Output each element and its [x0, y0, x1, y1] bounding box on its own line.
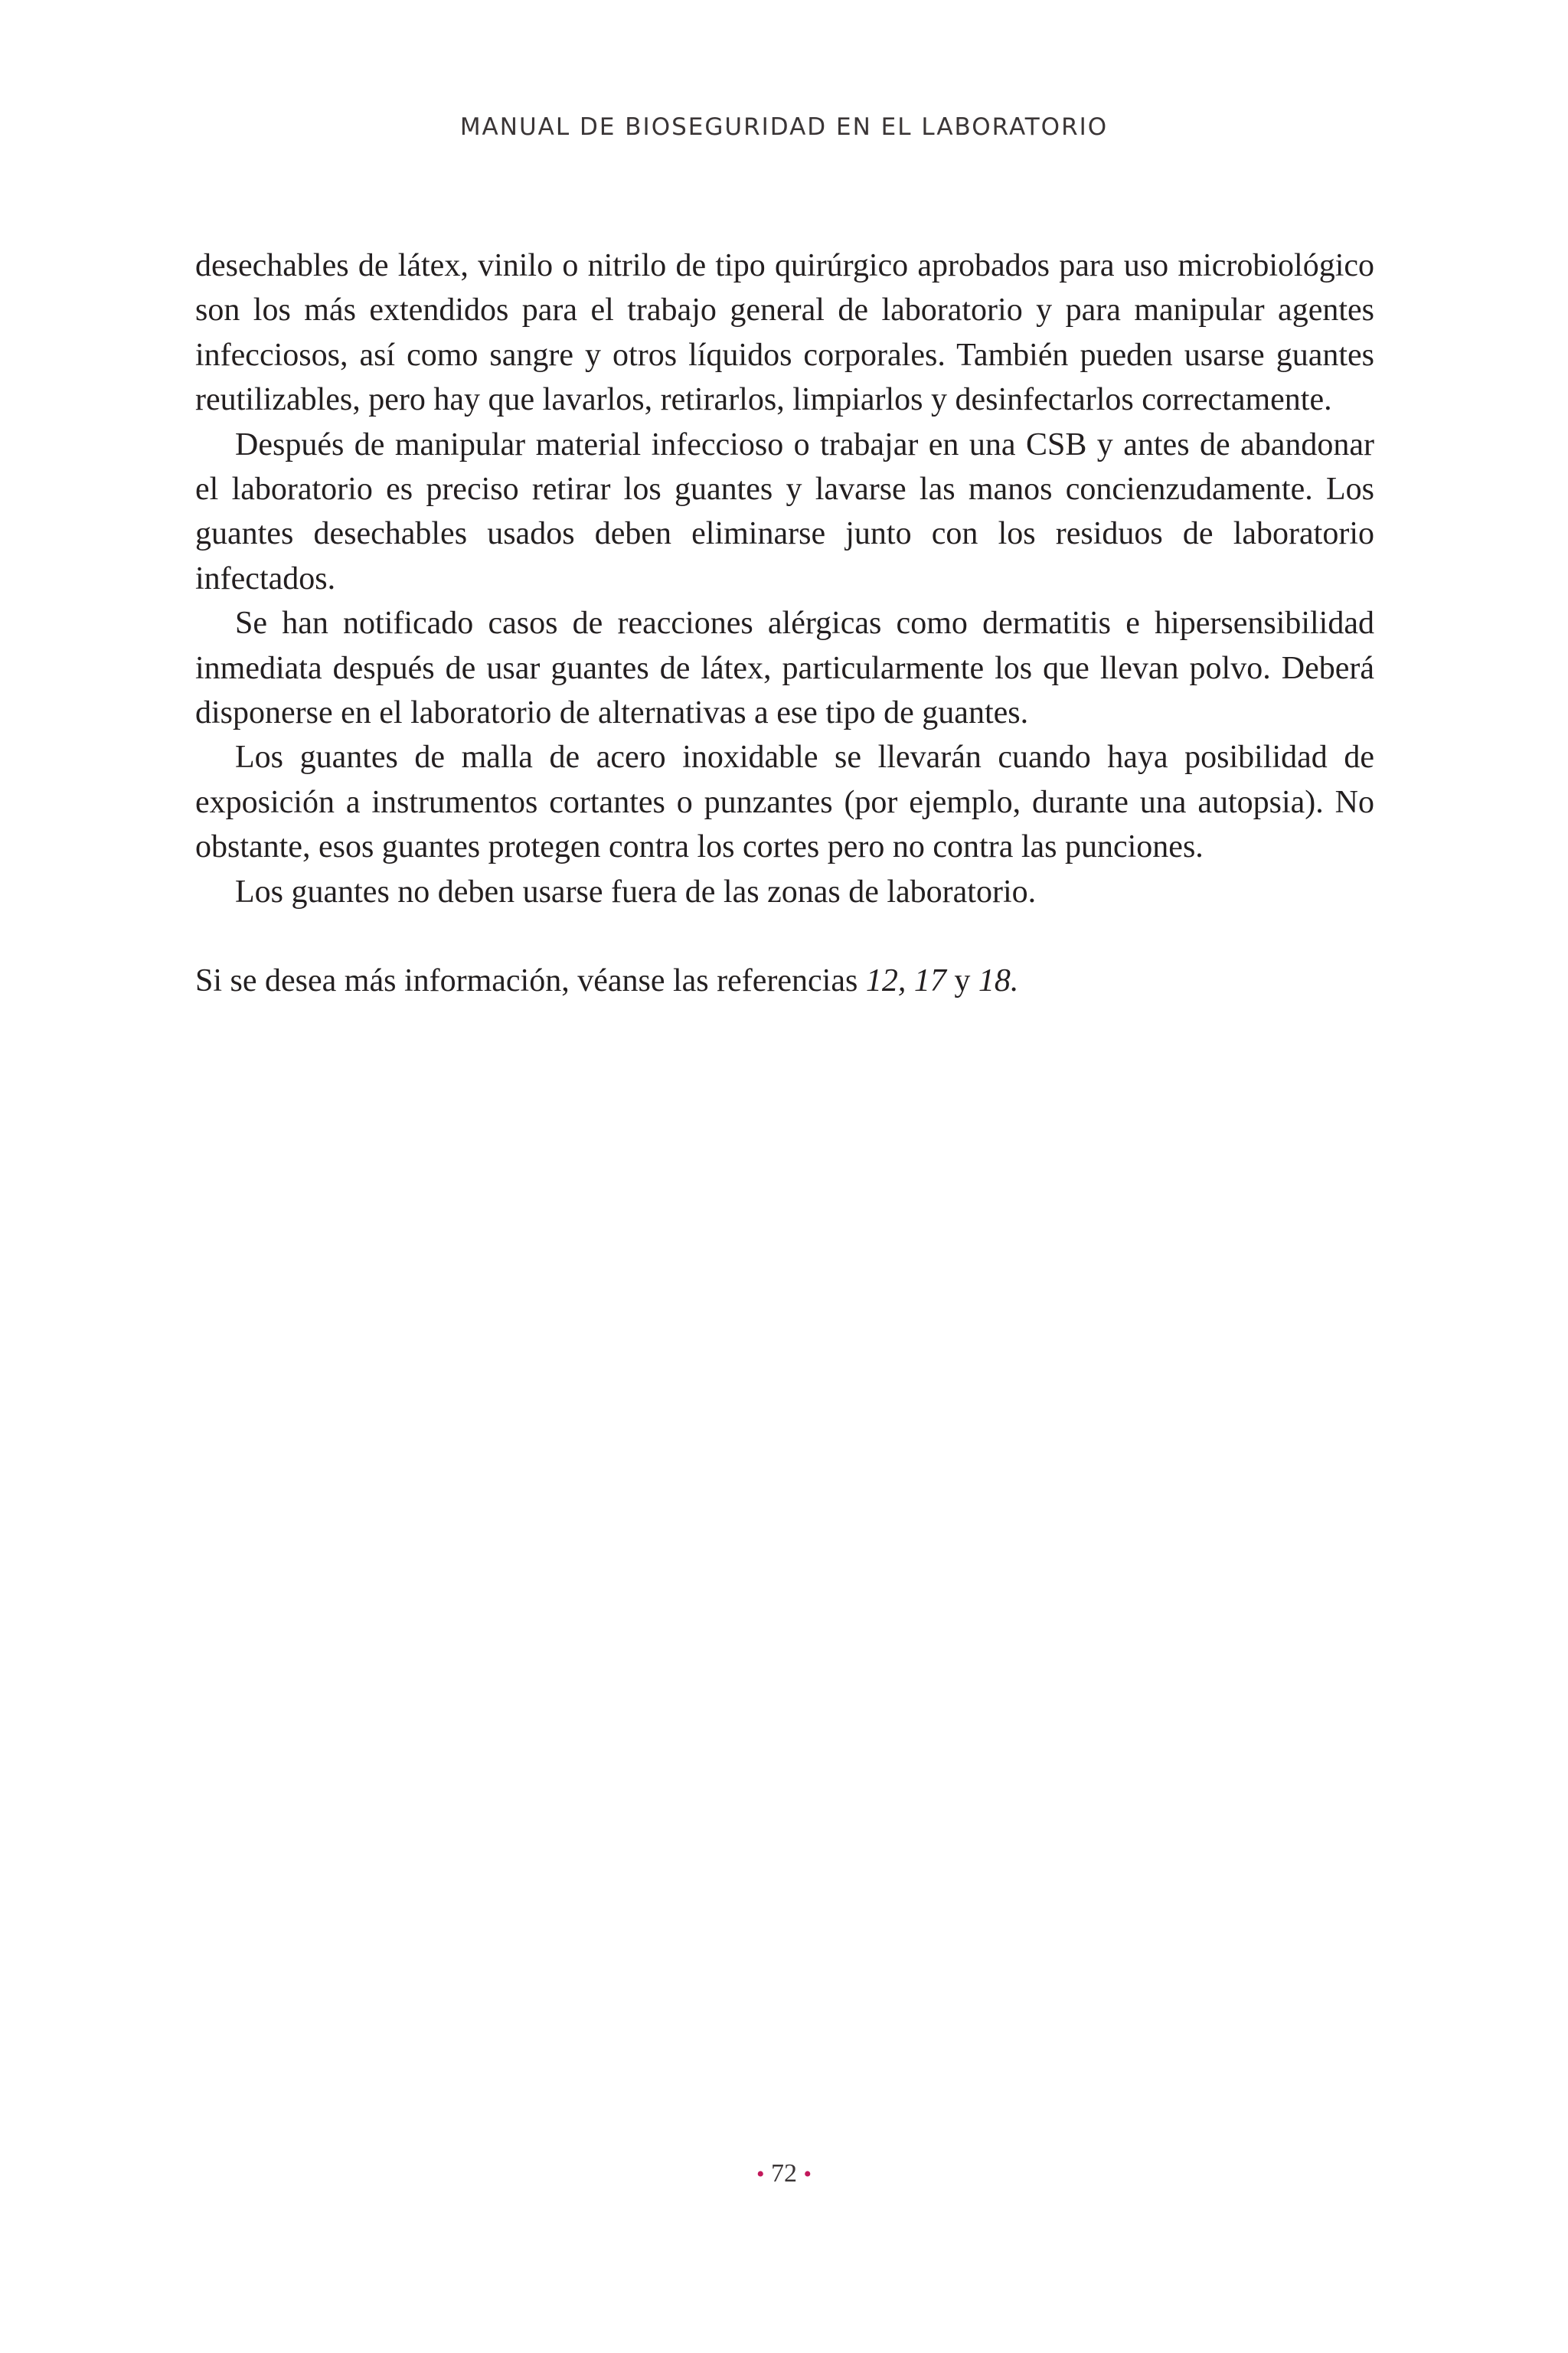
paragraph: Se han notificado casos de reacciones alérgicas como dermatitis e hipersensibilidad inmediata después de usar guantes de látex, particularmente los que llevan polvo. Deberá disponerse en el laboratorio de alternativas a ese tipo de guantes. [195, 606, 1374, 731]
paragraph: Los guantes de malla de acero inoxidable se llevarán cuando haya posibilidad de exposición a instrumentos cortantes o punzantes (por ejemplo, durante una autopsia). No obstante, esos guantes protegen contra los cortes pero no contra las punciones. [195, 740, 1374, 865]
paragraph-continued: desechables de látex, vinilo o nitrilo de tipo quirúrgico aprobados para uso microbiológico son los más extendidos para el trabajo general de laboratorio y para manipular agentes infecciosos, así como sangre y otros líquidos corporales. También pueden usarse guantes reutilizables, pero hay que lavarlos, retirarlos, limpiarlos y desinfectarlos correctamente. [195, 248, 1374, 418]
page-footer [0, 2159, 1568, 2188]
body-text [195, 243, 1374, 1004]
references-lead: Si se desea más información, véanse las referencias [195, 963, 866, 999]
paragraph: Los guantes no deben usarse fuera de las zonas de laboratorio. [235, 874, 1037, 910]
page-number: 72 [771, 2159, 797, 2188]
bullet-icon: • [756, 2162, 765, 2187]
paragraph: Después de manipular material infeccioso o trabajar en una CSB y antes de abandonar el laboratorio es preciso retirar los guantes y lavarse las manos concienzudamente. Los guantes desechables usados deben eliminarse junto con los residuos de laboratorio infectados. [195, 426, 1374, 596]
references-conjunction: y [946, 963, 978, 999]
reference-numbers: 12, 17 [865, 963, 946, 999]
reference-number: 18. [978, 963, 1019, 999]
references-note [195, 959, 1374, 1003]
bullet-icon: • [803, 2162, 812, 2187]
running-header: MANUAL DE BIOSEGURIDAD EN EL LABORATORIO [459, 113, 1109, 141]
